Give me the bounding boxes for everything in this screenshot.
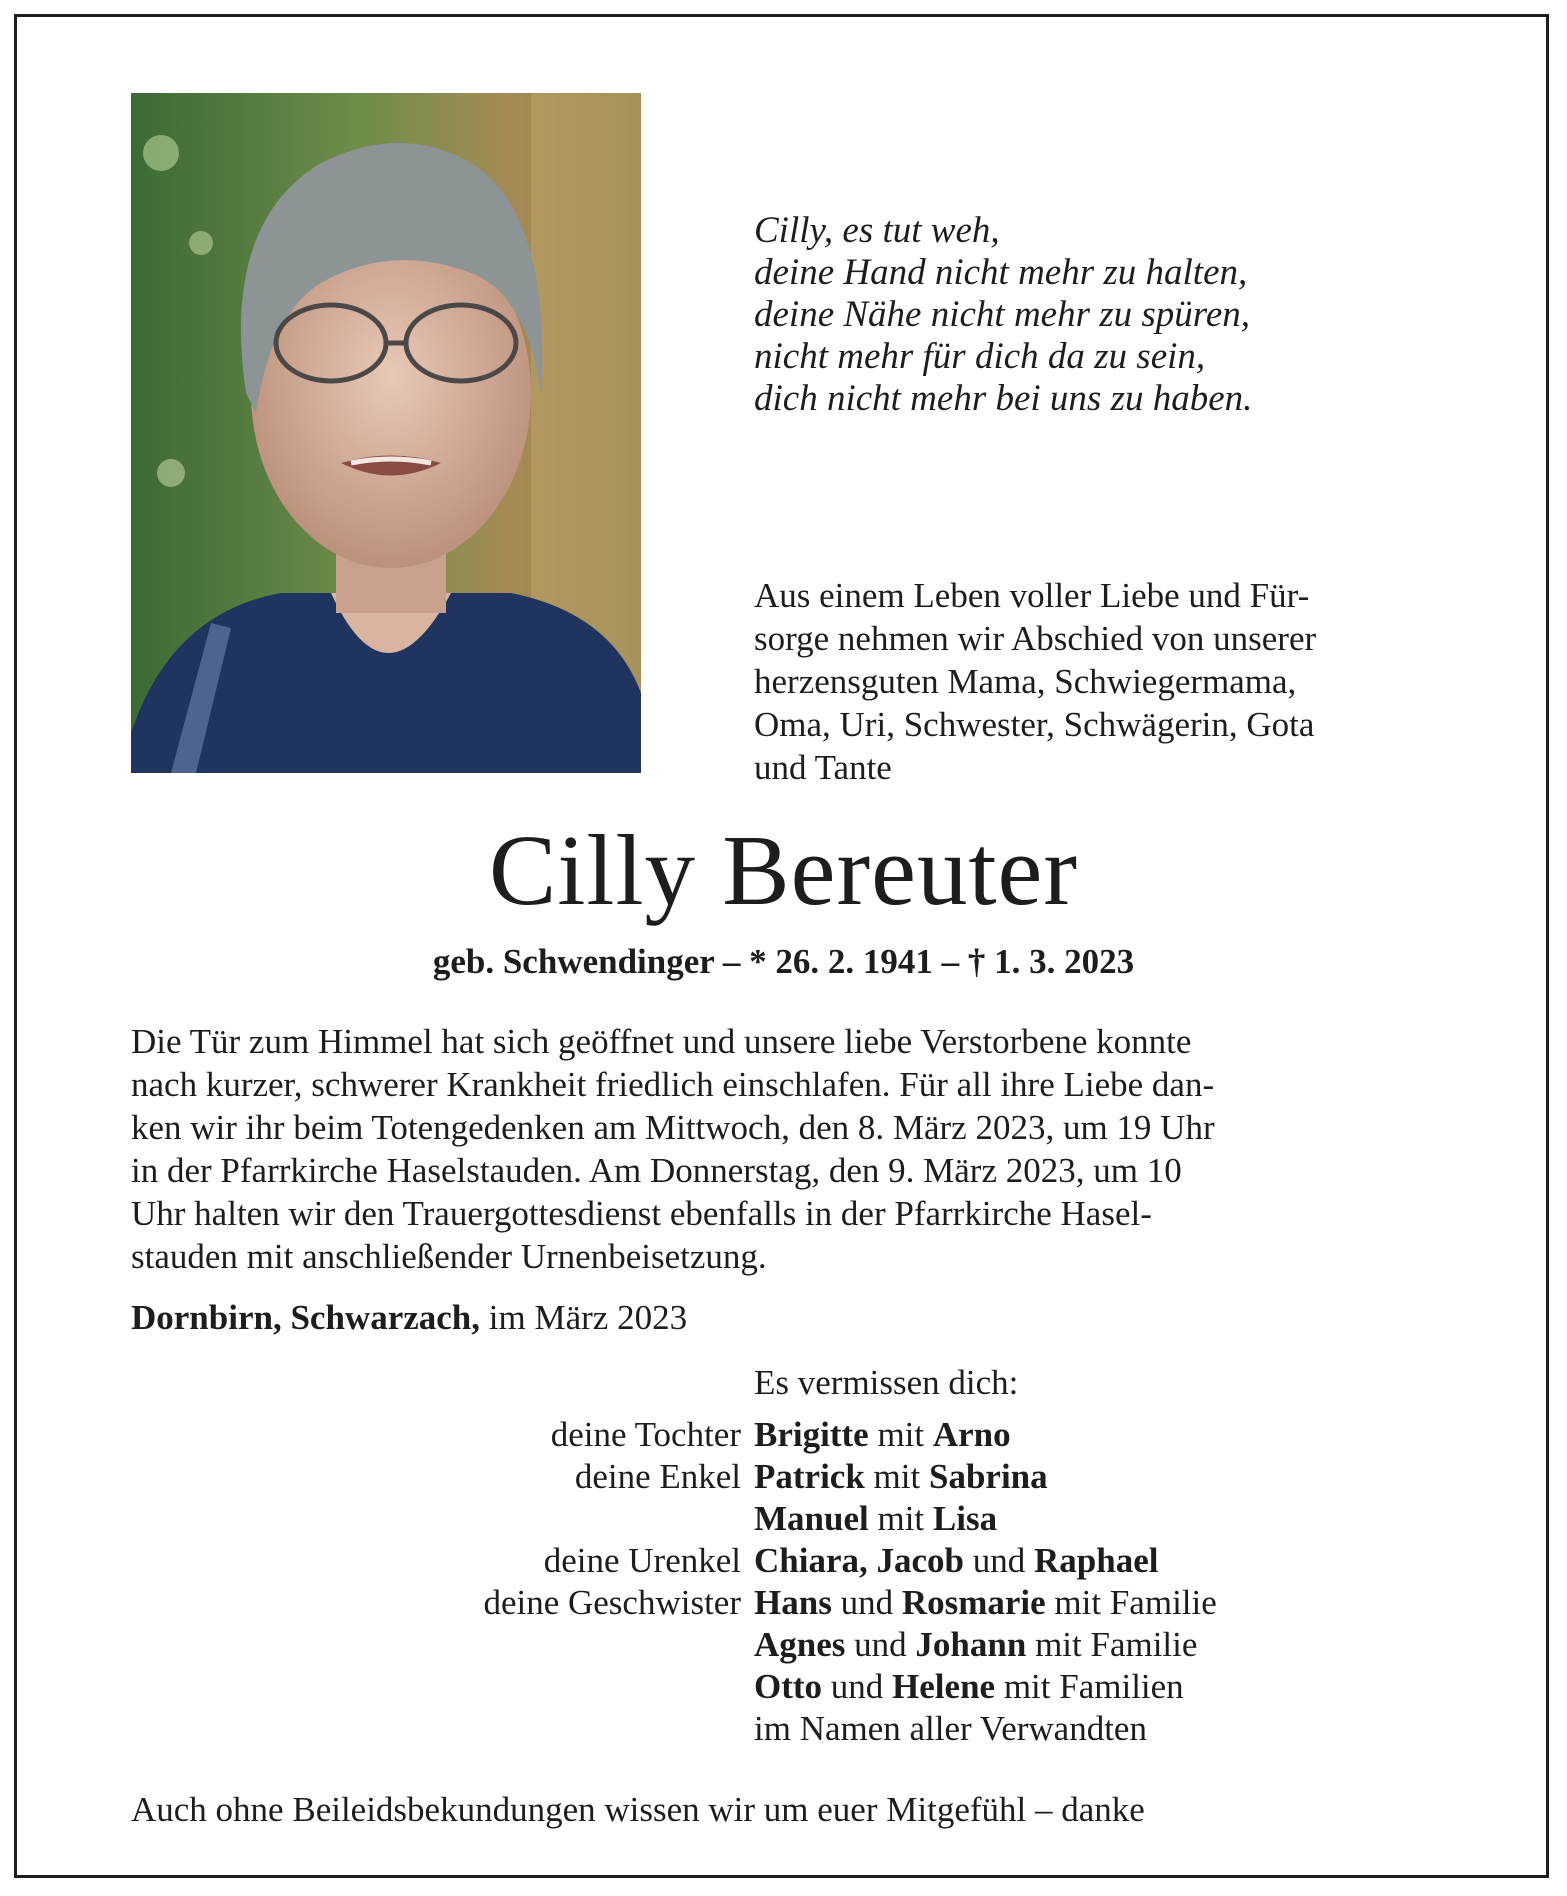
place-names: Dornbirn, Schwarzach,	[131, 1298, 481, 1337]
family-member-name: Helene	[892, 1667, 996, 1706]
family-member-name: Chiara, Jacob	[754, 1541, 964, 1580]
family-names	[754, 1414, 1011, 1456]
closing-line: Auch ohne Beileidsbekundungen wissen wir um euer Mitgefühl – danke	[131, 1790, 1145, 1829]
family-member-name: Manuel	[754, 1499, 869, 1538]
poem-line: nicht mehr für dich da zu sein,	[754, 336, 1206, 377]
portrait-photo	[131, 93, 641, 773]
family-member-name: Otto	[754, 1667, 823, 1706]
family-connector: mit	[864, 1457, 929, 1496]
intro-line: sorge nehmen wir Abschied von unserer	[754, 619, 1317, 658]
family-row	[0, 1624, 1567, 1666]
poem-line: deine Nähe nicht mehr zu spüren,	[754, 294, 1250, 335]
family-relation: deine Enkel	[574, 1457, 741, 1496]
poem-line: dich nicht mehr bei uns zu haben.	[754, 378, 1253, 419]
family-relation: deine Geschwister	[483, 1583, 741, 1622]
family-connector: und	[822, 1667, 893, 1706]
announcement-text	[131, 1020, 1438, 1278]
family-names	[754, 1456, 1048, 1498]
family-member-name: Sabrina	[928, 1457, 1048, 1496]
family-names	[754, 1582, 1217, 1624]
family-member-name: Brigitte	[754, 1415, 869, 1454]
family-connector: im Namen aller Verwandten	[754, 1709, 1147, 1748]
family-row	[0, 1498, 1567, 1540]
intro-line: Aus einem Leben voller Liebe und Für-	[754, 576, 1310, 615]
intro-text	[754, 574, 1444, 789]
intro-line: herzensguten Mama, Schwiegermama,	[754, 662, 1297, 701]
family-row	[0, 1540, 1567, 1582]
family-connector: mit Familien	[995, 1667, 1184, 1706]
intro-line: und Tante	[754, 748, 892, 787]
body-line: stauden mit anschließender Urnenbeisetzung.	[131, 1237, 767, 1276]
family-row	[0, 1708, 1567, 1750]
family-connector: und	[831, 1583, 902, 1622]
family-member-name: Patrick	[754, 1457, 865, 1496]
family-member-name: Johann	[915, 1625, 1027, 1664]
family-connector: mit Familie	[1045, 1583, 1217, 1622]
family-row	[0, 1456, 1567, 1498]
family-member-name: Lisa	[932, 1499, 998, 1538]
family-relation: deine Urenkel	[543, 1541, 741, 1580]
body-line: Uhr halten wir den Trauergottesdienst ebenfalls in der Pfarrkirche Hasel-	[131, 1194, 1152, 1233]
family-connector: und	[964, 1541, 1034, 1580]
family-names	[754, 1624, 1197, 1666]
poem-line: Cilly, es tut weh,	[754, 210, 1000, 251]
family-row	[0, 1414, 1567, 1456]
family-member-name: Rosmarie	[901, 1583, 1046, 1622]
family-member-name: Arno	[932, 1415, 1011, 1454]
body-line: Die Tür zum Himmel hat sich geöffnet und unsere liebe Verstorbene konnte	[131, 1022, 1192, 1061]
family-names	[754, 1708, 1147, 1750]
family-connector: mit Familie	[1026, 1625, 1198, 1664]
family-names	[754, 1498, 997, 1540]
family-row	[0, 1666, 1567, 1708]
family-names	[754, 1540, 1158, 1582]
family-connector: und	[845, 1625, 916, 1664]
family-member-name: Agnes	[754, 1625, 846, 1664]
body-line: ken wir ihr beim Totengedenken am Mittwoch, den 8. März 2023, um 19 Uhr	[131, 1108, 1215, 1147]
poem-line: deine Hand nicht mehr zu halten,	[754, 252, 1248, 293]
place-month: im März 2023	[480, 1298, 688, 1337]
family-row	[0, 1582, 1567, 1624]
family-names	[754, 1666, 1184, 1708]
body-line: nach kurzer, schwerer Krankheit friedlich einschlafen. Für all ihre Liebe dan-	[131, 1065, 1215, 1104]
family-connector: mit	[868, 1499, 933, 1538]
mourners-heading: Es vermissen dich:	[754, 1363, 1019, 1402]
intro-line: Oma, Uri, Schwester, Schwägerin, Gota	[754, 705, 1315, 744]
family-connector: mit	[868, 1415, 933, 1454]
birth-death-dates: geb. Schwendinger – * 26. 2. 1941 – † 1. 3. 2023	[432, 942, 1135, 981]
family-member-name: Hans	[754, 1583, 832, 1622]
body-line: in der Pfarrkirche Haselstauden. Am Donnerstag, den 9. März 2023, um 10	[131, 1151, 1182, 1190]
family-relation: deine Tochter	[550, 1415, 741, 1454]
poem	[754, 210, 1252, 420]
place-date	[131, 1296, 687, 1339]
deceased-name: Cilly Bereuter	[489, 814, 1078, 926]
family-member-name: Raphael	[1034, 1541, 1159, 1580]
family-list	[0, 1414, 1567, 1750]
